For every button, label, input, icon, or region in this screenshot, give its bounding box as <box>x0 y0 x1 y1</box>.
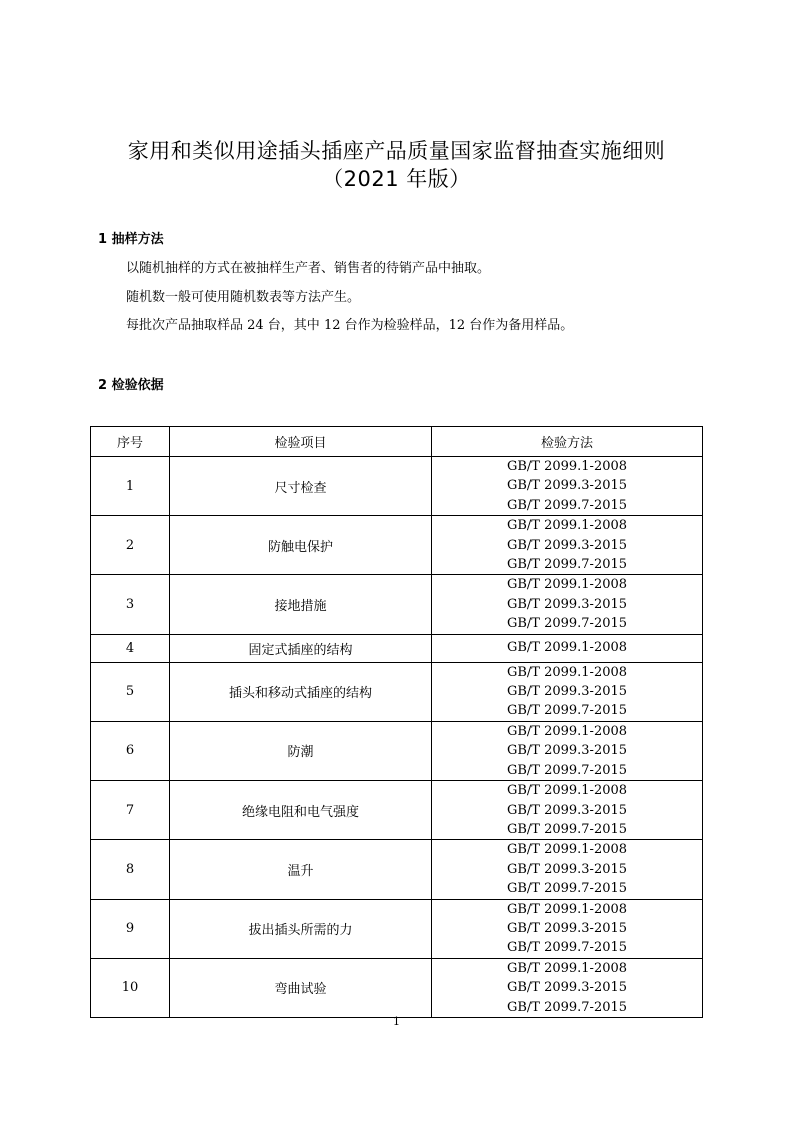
table-row <box>91 721 703 780</box>
section-heading-basis: 2 检验依据 <box>98 378 164 393</box>
cell-item: 固定式插座的结构 <box>170 634 432 662</box>
cell-no: 1 <box>91 457 170 516</box>
cell-no: 9 <box>91 899 170 958</box>
cell-methods <box>432 721 703 780</box>
method-standard: GB/T 2099.3-2015 <box>506 802 628 818</box>
cell-item: 防触电保护 <box>170 516 432 575</box>
section-heading-sampling: 1 抽样方法 <box>98 232 164 247</box>
method-standard: GB/T 2099.3-2015 <box>506 861 628 877</box>
cell-no: 5 <box>91 662 170 721</box>
method-standard: GB/T 2099.3-2015 <box>506 478 628 494</box>
cell-methods <box>432 781 703 840</box>
method-standard: GB/T 2099.3-2015 <box>506 920 628 936</box>
method-standard: GB/T 2099.7-2015 <box>506 703 628 719</box>
cell-item: 接地措施 <box>170 575 432 634</box>
table-row <box>91 899 703 958</box>
method-standard: GB/T 2099.7-2015 <box>506 940 628 956</box>
method-standard: GB/T 2099.3-2015 <box>506 596 628 612</box>
cell-no: 4 <box>91 634 170 662</box>
cell-methods <box>432 958 703 1017</box>
header-item: 检验项目 <box>170 427 432 457</box>
header-method: 检验方法 <box>432 427 703 457</box>
header-no: 序号 <box>91 427 170 457</box>
table-body <box>91 457 703 1018</box>
method-standard: GB/T 2099.1-2008 <box>506 664 628 680</box>
method-standard: GB/T 2099.3-2015 <box>506 537 628 553</box>
table-header-row <box>91 427 703 457</box>
cell-no: 8 <box>91 840 170 899</box>
table-row <box>91 457 703 516</box>
method-standard: GB/T 2099.3-2015 <box>506 684 628 700</box>
method-standard: GB/T 2099.7-2015 <box>506 762 628 778</box>
table-row <box>91 634 703 662</box>
method-standard: GB/T 2099.1-2008 <box>506 640 628 656</box>
method-standard: GB/T 2099.1-2008 <box>506 459 628 474</box>
method-standard: GB/T 2099.1-2008 <box>506 723 628 739</box>
method-standard: GB/T 2099.1-2008 <box>506 518 628 534</box>
table-row <box>91 958 703 1017</box>
method-standard: GB/T 2099.1-2008 <box>506 577 628 593</box>
table-row <box>91 575 703 634</box>
cell-no: 6 <box>91 721 170 780</box>
cell-item: 防潮 <box>170 721 432 780</box>
paragraph: 以随机抽样的方式在被抽样生产者、销售者的待销产品中抽取。 <box>126 261 491 276</box>
inspection-table <box>90 426 703 1018</box>
cell-item: 绝缘电阻和电气强度 <box>170 781 432 840</box>
cell-methods <box>432 575 703 634</box>
method-standard: GB/T 2099.1-2008 <box>506 783 628 799</box>
cell-item: 尺寸检查 <box>170 457 432 516</box>
cell-methods <box>432 634 703 662</box>
cell-no: 7 <box>91 781 170 840</box>
table-row <box>91 662 703 721</box>
paragraph: 每批次产品抽取样品 24 台，其中 12 台作为检验样品，12 台作为备用样品。 <box>126 318 574 333</box>
method-standard: GB/T 2099.1-2008 <box>506 842 628 858</box>
method-standard: GB/T 2099.7-2015 <box>506 616 628 632</box>
document-title: 家用和类似用途插头插座产品质量国家监督抽查实施细则 <box>127 139 666 163</box>
method-standard: GB/T 2099.1-2008 <box>506 960 628 976</box>
table-row <box>91 781 703 840</box>
method-standard: GB/T 2099.3-2015 <box>506 980 628 996</box>
method-standard: GB/T 2099.7-2015 <box>506 497 628 513</box>
cell-item: 拔出插头所需的力 <box>170 899 432 958</box>
table-row <box>91 516 703 575</box>
paragraph: 随机数一般可使用随机数表等方法产生。 <box>126 290 361 305</box>
method-standard: GB/T 2099.3-2015 <box>506 743 628 759</box>
cell-item: 插头和移动式插座的结构 <box>170 662 432 721</box>
cell-no: 2 <box>91 516 170 575</box>
table-row <box>91 840 703 899</box>
cell-no: 3 <box>91 575 170 634</box>
cell-item: 温升 <box>170 840 432 899</box>
cell-methods <box>432 457 703 516</box>
page-number: 1 <box>393 1015 400 1028</box>
cell-item: 弯曲试验 <box>170 958 432 1017</box>
method-standard: GB/T 2099.7-2015 <box>506 821 628 837</box>
method-standard: GB/T 2099.7-2015 <box>506 999 628 1015</box>
method-standard: GB/T 2099.7-2015 <box>506 881 628 897</box>
method-standard: GB/T 2099.7-2015 <box>506 557 628 573</box>
method-standard: GB/T 2099.1-2008 <box>506 901 628 917</box>
cell-methods <box>432 662 703 721</box>
cell-methods <box>432 840 703 899</box>
document-subtitle: （2021 年版） <box>322 167 471 191</box>
cell-no: 10 <box>91 958 170 1017</box>
cell-methods <box>432 516 703 575</box>
cell-methods <box>432 899 703 958</box>
